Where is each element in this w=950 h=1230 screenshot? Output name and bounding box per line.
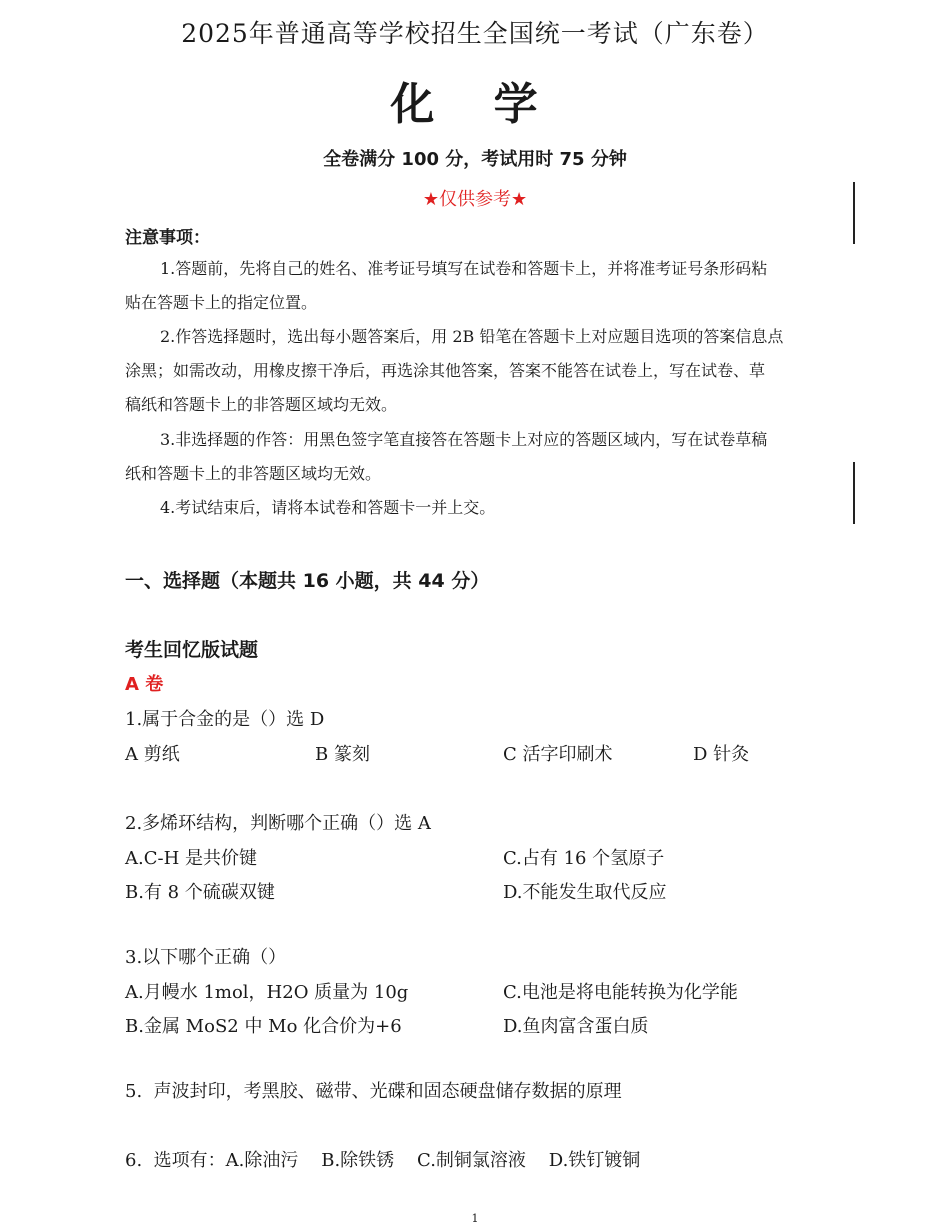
option-a: A.C-H 是共价键 — [125, 848, 257, 869]
reference-tag: ★仅供参考★ — [422, 189, 528, 210]
question-stem: 2.多烯环结构，判断哪个正确（）选 A — [125, 813, 431, 834]
paper-label: A 卷 — [125, 674, 164, 695]
margin-rule — [853, 462, 855, 524]
notice-line: 2.作答选择题时，选出每小题答案后，用 2B 铅笔在答题卡上对应题目选项的答案信息点 — [160, 327, 784, 346]
section-heading: 一、选择题（本题共 16 小题，共 44 分） — [125, 570, 490, 592]
notice-line: 稿纸和答题卡上的非答题区域均无效。 — [125, 395, 398, 414]
question-stem: 6. 选项有：A.除油污 B.除铁锈 C.制铜氯溶液 D.铁钉镀铜 — [125, 1150, 641, 1171]
option-d: D 针灸 — [693, 744, 750, 765]
question-stem: 1.属于合金的是（）选 D — [125, 709, 325, 730]
notice-line: 纸和答题卡上的非答题区域均无效。 — [125, 464, 382, 483]
notice-line: 涂黑；如需改动，用橡皮擦干净后，再选涂其他答案，答案不能答在试卷上，写在试卷、草 — [125, 361, 766, 380]
subject-title: 化 学 — [390, 79, 560, 130]
recall-heading: 考生回忆版试题 — [125, 639, 259, 661]
question-stem: 5. 声波封印，考黑胶、磁带、光碟和固态硬盘储存数据的原理 — [125, 1081, 622, 1102]
notice-line: 4.考试结束后，请将本试卷和答题卡一并上交。 — [160, 498, 496, 517]
exam-title: 2025年普通高等学校招生全国统一考试（广东卷） — [181, 19, 769, 48]
option-d: D.不能发生取代反应 — [503, 882, 667, 903]
notice-line: 贴在答题卡上的指定位置。 — [125, 293, 318, 312]
notice-line: 3.非选择题的作答：用黑色签字笔直接答在答题卡上对应的答题区域内，写在试卷草稿 — [160, 430, 768, 449]
score-line: 全卷满分 100 分，考试用时 75 分钟 — [323, 149, 627, 170]
option-d: D.鱼肉富含蛋白质 — [503, 1016, 649, 1037]
option-b: B.金属 MoS2 中 Mo 化合价为+6 — [125, 1016, 402, 1037]
option-c: C.占有 16 个氢原子 — [503, 848, 665, 869]
page-number: 1 — [471, 1212, 479, 1225]
option-a: A.月幔水 1mol，H2O 质量为 10g — [125, 982, 409, 1003]
option-a: A 剪纸 — [125, 744, 180, 765]
option-b: B.有 8 个硫碳双键 — [125, 882, 275, 903]
option-c: C.电池是将电能转换为化学能 — [503, 982, 738, 1003]
question-stem: 3.以下哪个正确（） — [125, 947, 287, 968]
option-b: B 篆刻 — [315, 744, 370, 765]
notice-heading: 注意事项： — [125, 228, 210, 248]
margin-rule — [853, 182, 855, 244]
notice-line: 1.答题前，先将自己的姓名、准考证号填写在试卷和答题卡上，并将准考证号条形码粘 — [160, 259, 768, 278]
option-c: C 活字印刷术 — [503, 744, 613, 765]
